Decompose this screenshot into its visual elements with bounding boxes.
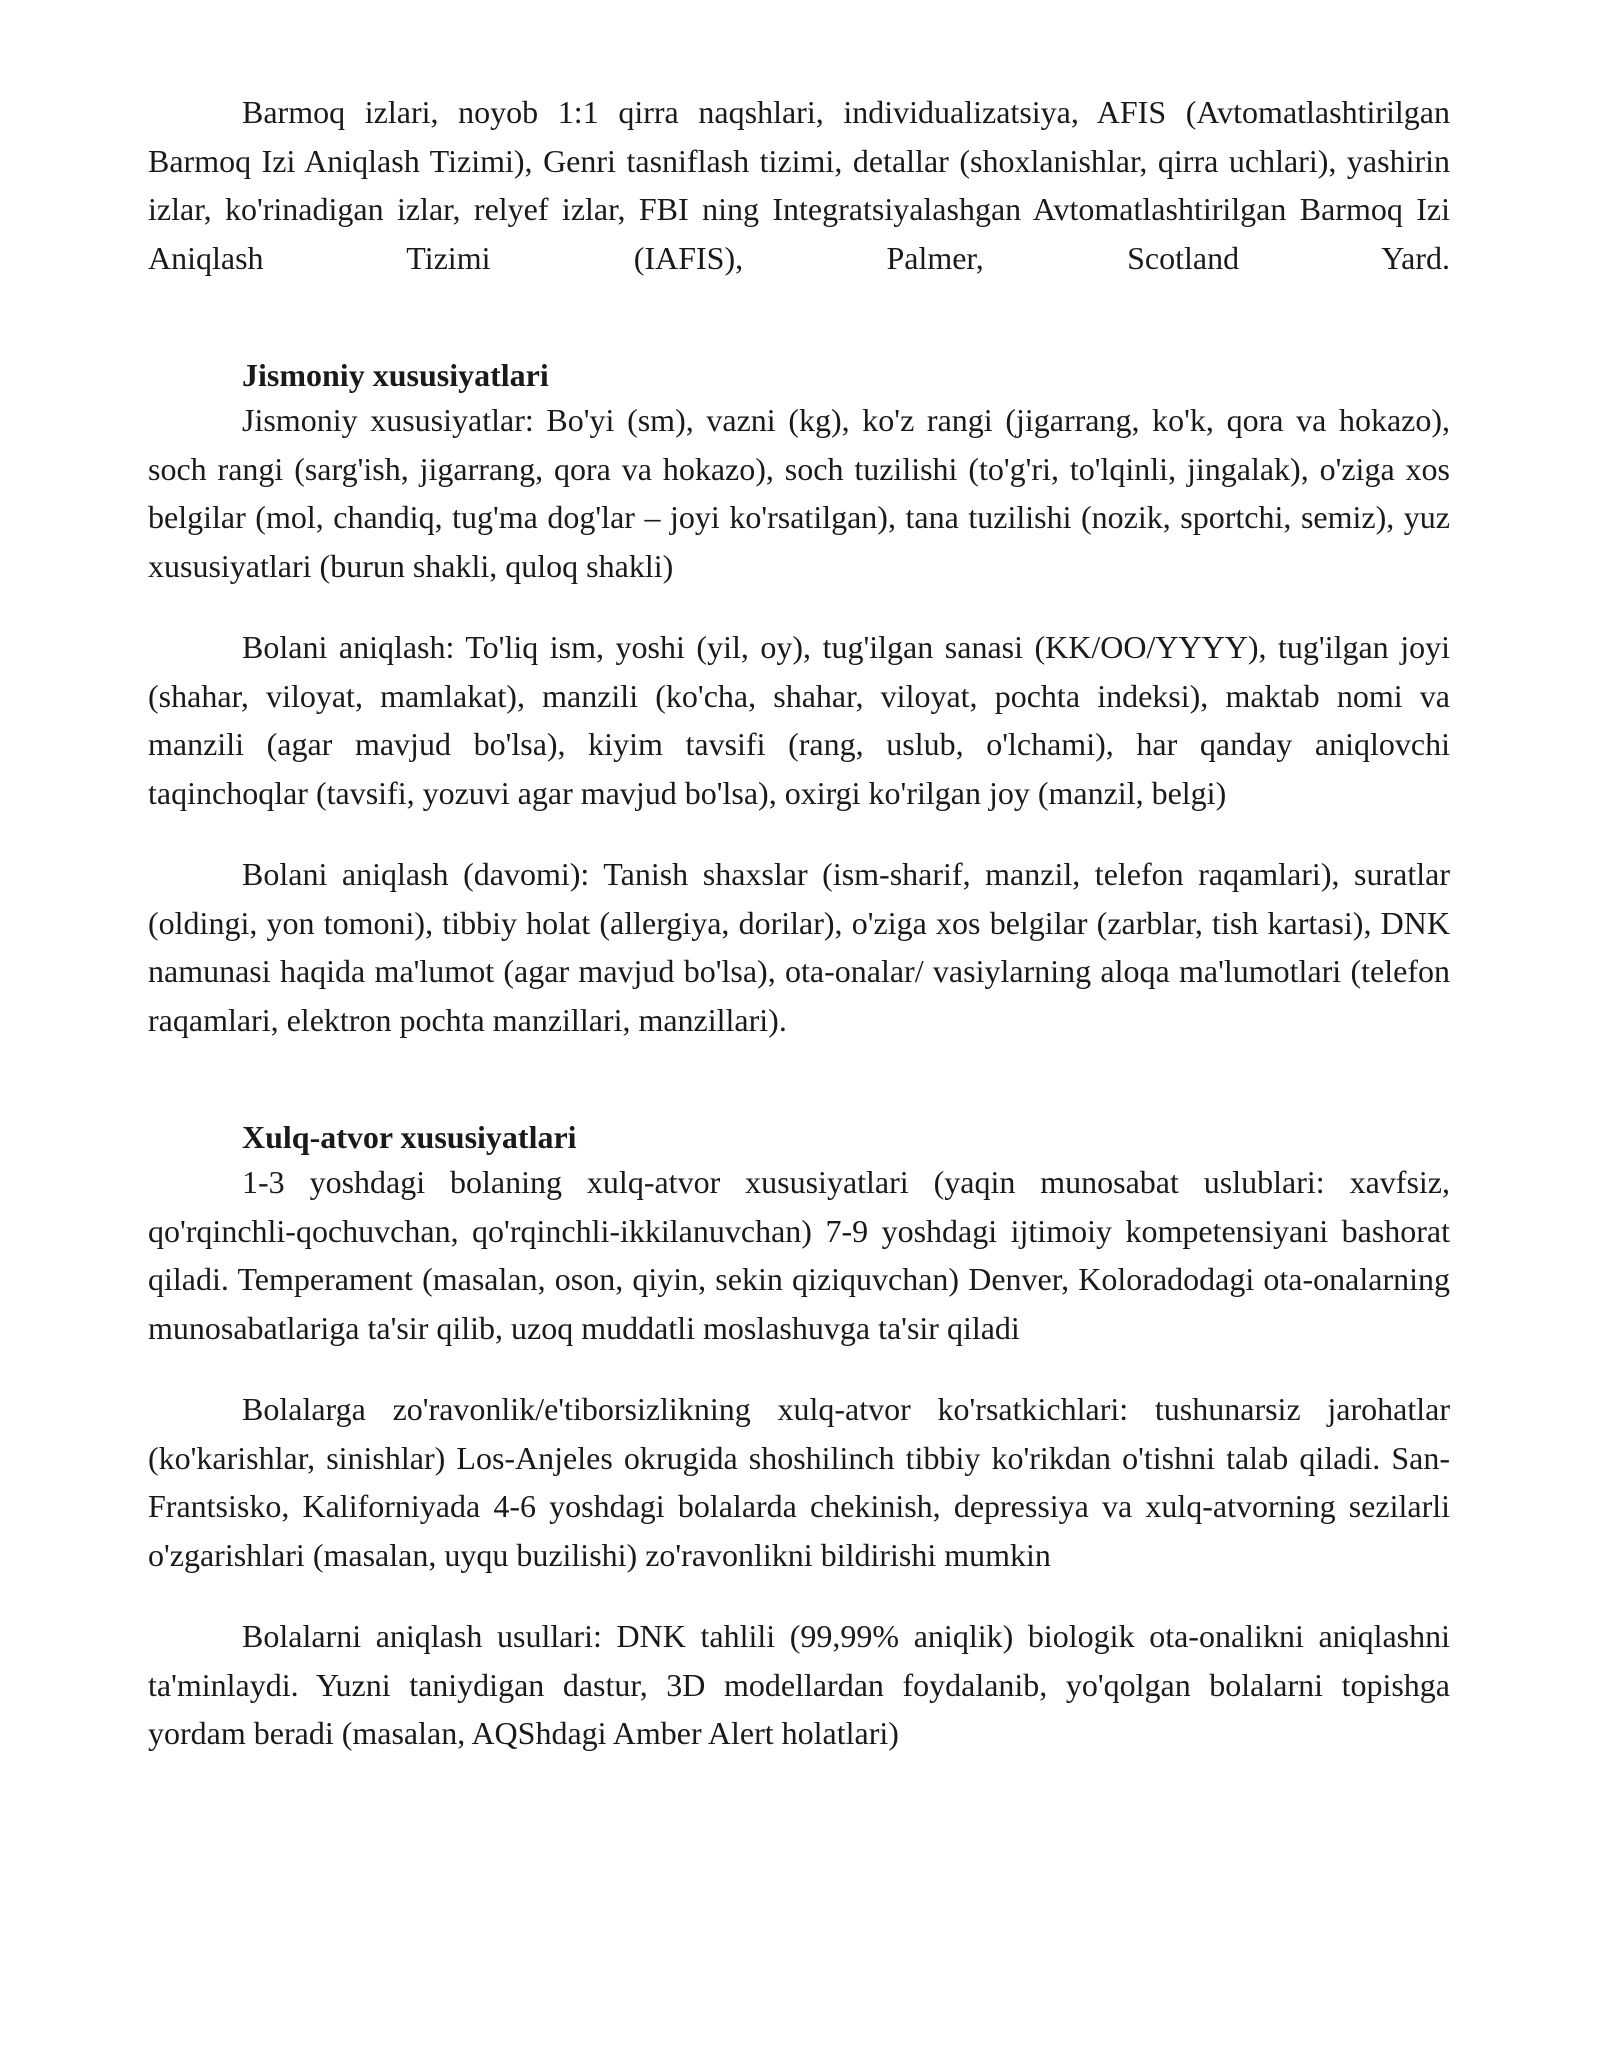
paragraph-physical-traits: Jismoniy xususiyatlar: Bo'yi (sm), vazni (kg), ko'z rangi (jigarrang, ko'k, qora va hokazo), soch rangi (sarg'ish, jigarrang, qora va hokazo), soch tuzilishi (to'g'ri, to'lqinli, jingalak), o'ziga xos belgilar (mol, chandiq, tug'ma dog'lar – joyi ko'rsatilgan), tana tuzilishi (nozik, sportchi, semiz), yuz xususiyatlari (burun shakli, quloq shakli) bbox=[148, 402, 1450, 584]
keywords-paragraph: Barmoq izlari, noyob 1:1 qirra naqshlari, individualizatsiya, AFIS (Avtomatlashtirilgan Barmoq Izi Aniqlash Tizimi), Genri tasniflash tizimi, detallar (shoxlanishlar, qirra uchlari), yashirin izlar, ko'rinadigan izlar, relyef izlar, FBI ning Integratsiyalashgan Avtomatlashtirilgan Barmoq Izi Aniqlash Tizimi (IAFIS), Palmer, Scotland Yard. bbox=[148, 94, 1450, 276]
section-heading-physical: Jismoniy xususiyatlari bbox=[242, 357, 549, 393]
paragraph-behavior-traits: 1-3 yoshdagi bolaning xulq-atvor xususiyatlari (yaqin munosabat uslublari: xavfsiz, qo'rqinchli-qochuvchan, qo'rqinchli-ikkilanuvchan) 7-9 yoshdagi ijtimoiy kompetensiyani bashorat qiladi. Temperament (masalan, oson, qiyin, sekin qiziquvchan) Denver, Koloradodagi ota-onalarning munosabatlariga ta'sir qilib, uzoq muddatli moslashuvga ta'sir qiladi bbox=[148, 1164, 1450, 1346]
paragraph-identification-methods: Bolalarni aniqlash usullari: DNK tahlili (99,99% aniqlik) biologik ota-onalikni aniqlashni ta'minlaydi. Yuzni taniydigan dastur, 3D modellardan foydalanib, yo'qolgan bolalarni topishga yordam beradi (masalan, AQShdagi Amber Alert holatlari) bbox=[148, 1618, 1450, 1751]
paragraph-child-identification: Bolani aniqlash: To'liq ism, yoshi (yil, oy), tug'ilgan sanasi (KK/OO/YYYY), tug'ilgan joyi (shahar, viloyat, mamlakat), manzili (ko'cha, shahar, viloyat, pochta indeksi), maktab nomi va manzili (agar mavjud bo'lsa), kiyim tavsifi (rang, uslub, o'lchami), har qanday aniqlovchi taqinchoqlar (tavsifi, yozuvi agar mavjud bo'lsa), oxirgi ko'rilgan joy (manzil, belgi) bbox=[148, 629, 1450, 811]
document-page bbox=[148, 88, 1450, 1758]
paragraph-child-identification-continued: Bolani aniqlash (davomi): Tanish shaxslar (ism-sharif, manzil, telefon raqamlari), suratlar (oldingi, yon tomoni), tibbiy holat (allergiya, dorilar), o'ziga xos belgilar (zarblar, tish kartasi), DNK namunasi haqida ma'lumot (agar mavjud bo'lsa), ota-onalar/ vasiylarning aloqa ma'lumotlari (telefon raqamlari, elektron pochta manzillari, manzillari). bbox=[148, 856, 1450, 1038]
section-heading-behavior: Xulq-atvor xususiyatlari bbox=[242, 1119, 577, 1155]
paragraph-abuse-indicators: Bolalarga zo'ravonlik/e'tiborsizlikning xulq-atvor ko'rsatkichlari: tushunarsiz jarohatlar (ko'karishlar, sinishlar) Los-Anjeles okrugida shoshilinch tibbiy ko'rikdan o'tishni talab qiladi. San-Frantsisko, Kaliforniyada 4-6 yoshdagi bolalarda chekinish, depressiya va xulq-atvorning sezilarli o'zgarishlari (masalan, uyqu buzilishi) zo'ravonlikni bildirishi mumkin bbox=[148, 1391, 1450, 1573]
